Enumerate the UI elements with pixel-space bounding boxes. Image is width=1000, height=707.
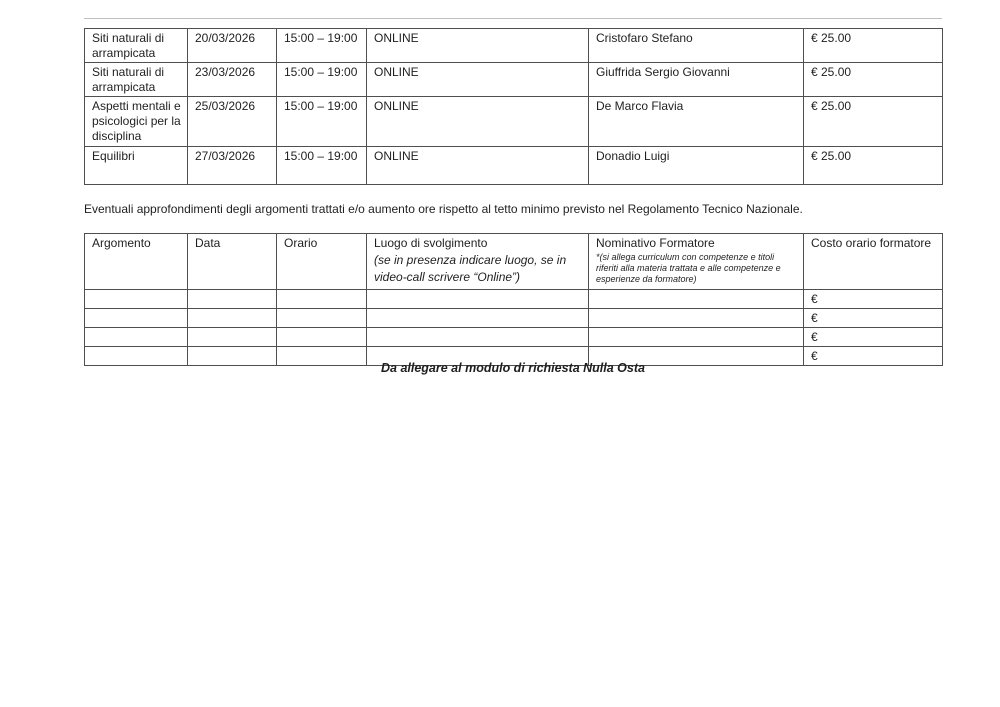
input-cell-data[interactable] <box>188 328 277 347</box>
input-cell-argomento[interactable] <box>85 328 188 347</box>
header-luogo-title: Luogo di svolgimento <box>374 236 488 250</box>
table-row <box>85 147 943 185</box>
cell-costo: € 25.00 <box>804 147 943 185</box>
input-cell-costo[interactable]: € <box>804 347 943 366</box>
cell-formatore: Cristofaro Stefano <box>589 29 804 63</box>
cell-formatore: Giuffrida Sergio Giovanni <box>589 63 804 97</box>
cell-orario: 15:00 – 19:00 <box>277 29 367 63</box>
footer-note: Da allegare al modulo di richiesta Nulla Osta <box>381 361 645 375</box>
header-argomento: Argomento <box>85 234 188 290</box>
input-cell-luogo[interactable] <box>367 328 589 347</box>
input-cell-data[interactable] <box>188 309 277 328</box>
cell-luogo: ONLINE <box>367 29 589 63</box>
cell-costo: € 25.00 <box>804 29 943 63</box>
input-cell-formatore[interactable] <box>589 290 804 309</box>
cell-data: 25/03/2026 <box>188 97 277 147</box>
input-cell-luogo[interactable] <box>367 309 589 328</box>
cell-orario: 15:00 – 19:00 <box>277 63 367 97</box>
cell-formatore: De Marco Flavia <box>589 97 804 147</box>
cell-argomento: Equilibri <box>85 147 188 185</box>
cell-argomento: Siti naturali di arrampicata <box>85 29 188 63</box>
cell-costo: € 25.00 <box>804 97 943 147</box>
input-cell-luogo[interactable] <box>367 290 589 309</box>
cell-argomento: Aspetti mentali e psicologici per la disciplina <box>85 97 188 147</box>
table-row <box>85 63 943 97</box>
header-orario: Orario <box>277 234 367 290</box>
input-cell-formatore[interactable] <box>589 328 804 347</box>
input-cell-argomento[interactable] <box>85 309 188 328</box>
note-paragraph: Eventuali approfondimenti degli argomenti trattati e/o aumento ore rispetto al tetto minimo previsto nel Regolamento Tecnico Nazionale. <box>84 202 803 216</box>
table-row <box>85 97 943 147</box>
input-cell-orario[interactable] <box>277 328 367 347</box>
input-cell-data[interactable] <box>188 290 277 309</box>
header-data: Data <box>188 234 277 290</box>
header-row <box>85 234 943 290</box>
cell-luogo: ONLINE <box>367 63 589 97</box>
input-cell-costo[interactable]: € <box>804 309 943 328</box>
cell-data: 20/03/2026 <box>188 29 277 63</box>
header-formatore-title: Nominativo Formatore <box>596 236 715 250</box>
extra-topics-table <box>84 233 943 366</box>
input-cell-argomento[interactable] <box>85 290 188 309</box>
input-cell-formatore[interactable] <box>589 309 804 328</box>
header-luogo-note: (se in presenza indicare luogo, se in video-call scrivere “Online”) <box>374 253 567 284</box>
cell-luogo: ONLINE <box>367 97 589 147</box>
input-cell-orario[interactable] <box>277 290 367 309</box>
cell-argomento: Siti naturali di arrampicata <box>85 63 188 97</box>
input-cell-costo[interactable]: € <box>804 328 943 347</box>
cell-formatore: Donadio Luigi <box>589 147 804 185</box>
header-luogo <box>367 234 589 290</box>
header-formatore-note: *(si allega curriculum con competenze e titoli riferiti alla materia trattata e alle competenze e esperienze da formatore) <box>596 252 781 284</box>
cell-costo: € 25.00 <box>804 63 943 97</box>
schedule-table <box>84 28 943 185</box>
input-cell-costo[interactable]: € <box>804 290 943 309</box>
cell-orario: 15:00 – 19:00 <box>277 147 367 185</box>
header-formatore <box>589 234 804 290</box>
empty-row <box>85 328 943 347</box>
table-row <box>85 29 943 63</box>
cell-data: 27/03/2026 <box>188 147 277 185</box>
cell-orario: 15:00 – 19:00 <box>277 97 367 147</box>
table-cut-line <box>84 18 942 19</box>
header-costo: Costo orario formatore <box>804 234 943 290</box>
input-cell-orario[interactable] <box>277 309 367 328</box>
cell-luogo: ONLINE <box>367 147 589 185</box>
empty-row <box>85 309 943 328</box>
empty-row <box>85 290 943 309</box>
cell-data: 23/03/2026 <box>188 63 277 97</box>
